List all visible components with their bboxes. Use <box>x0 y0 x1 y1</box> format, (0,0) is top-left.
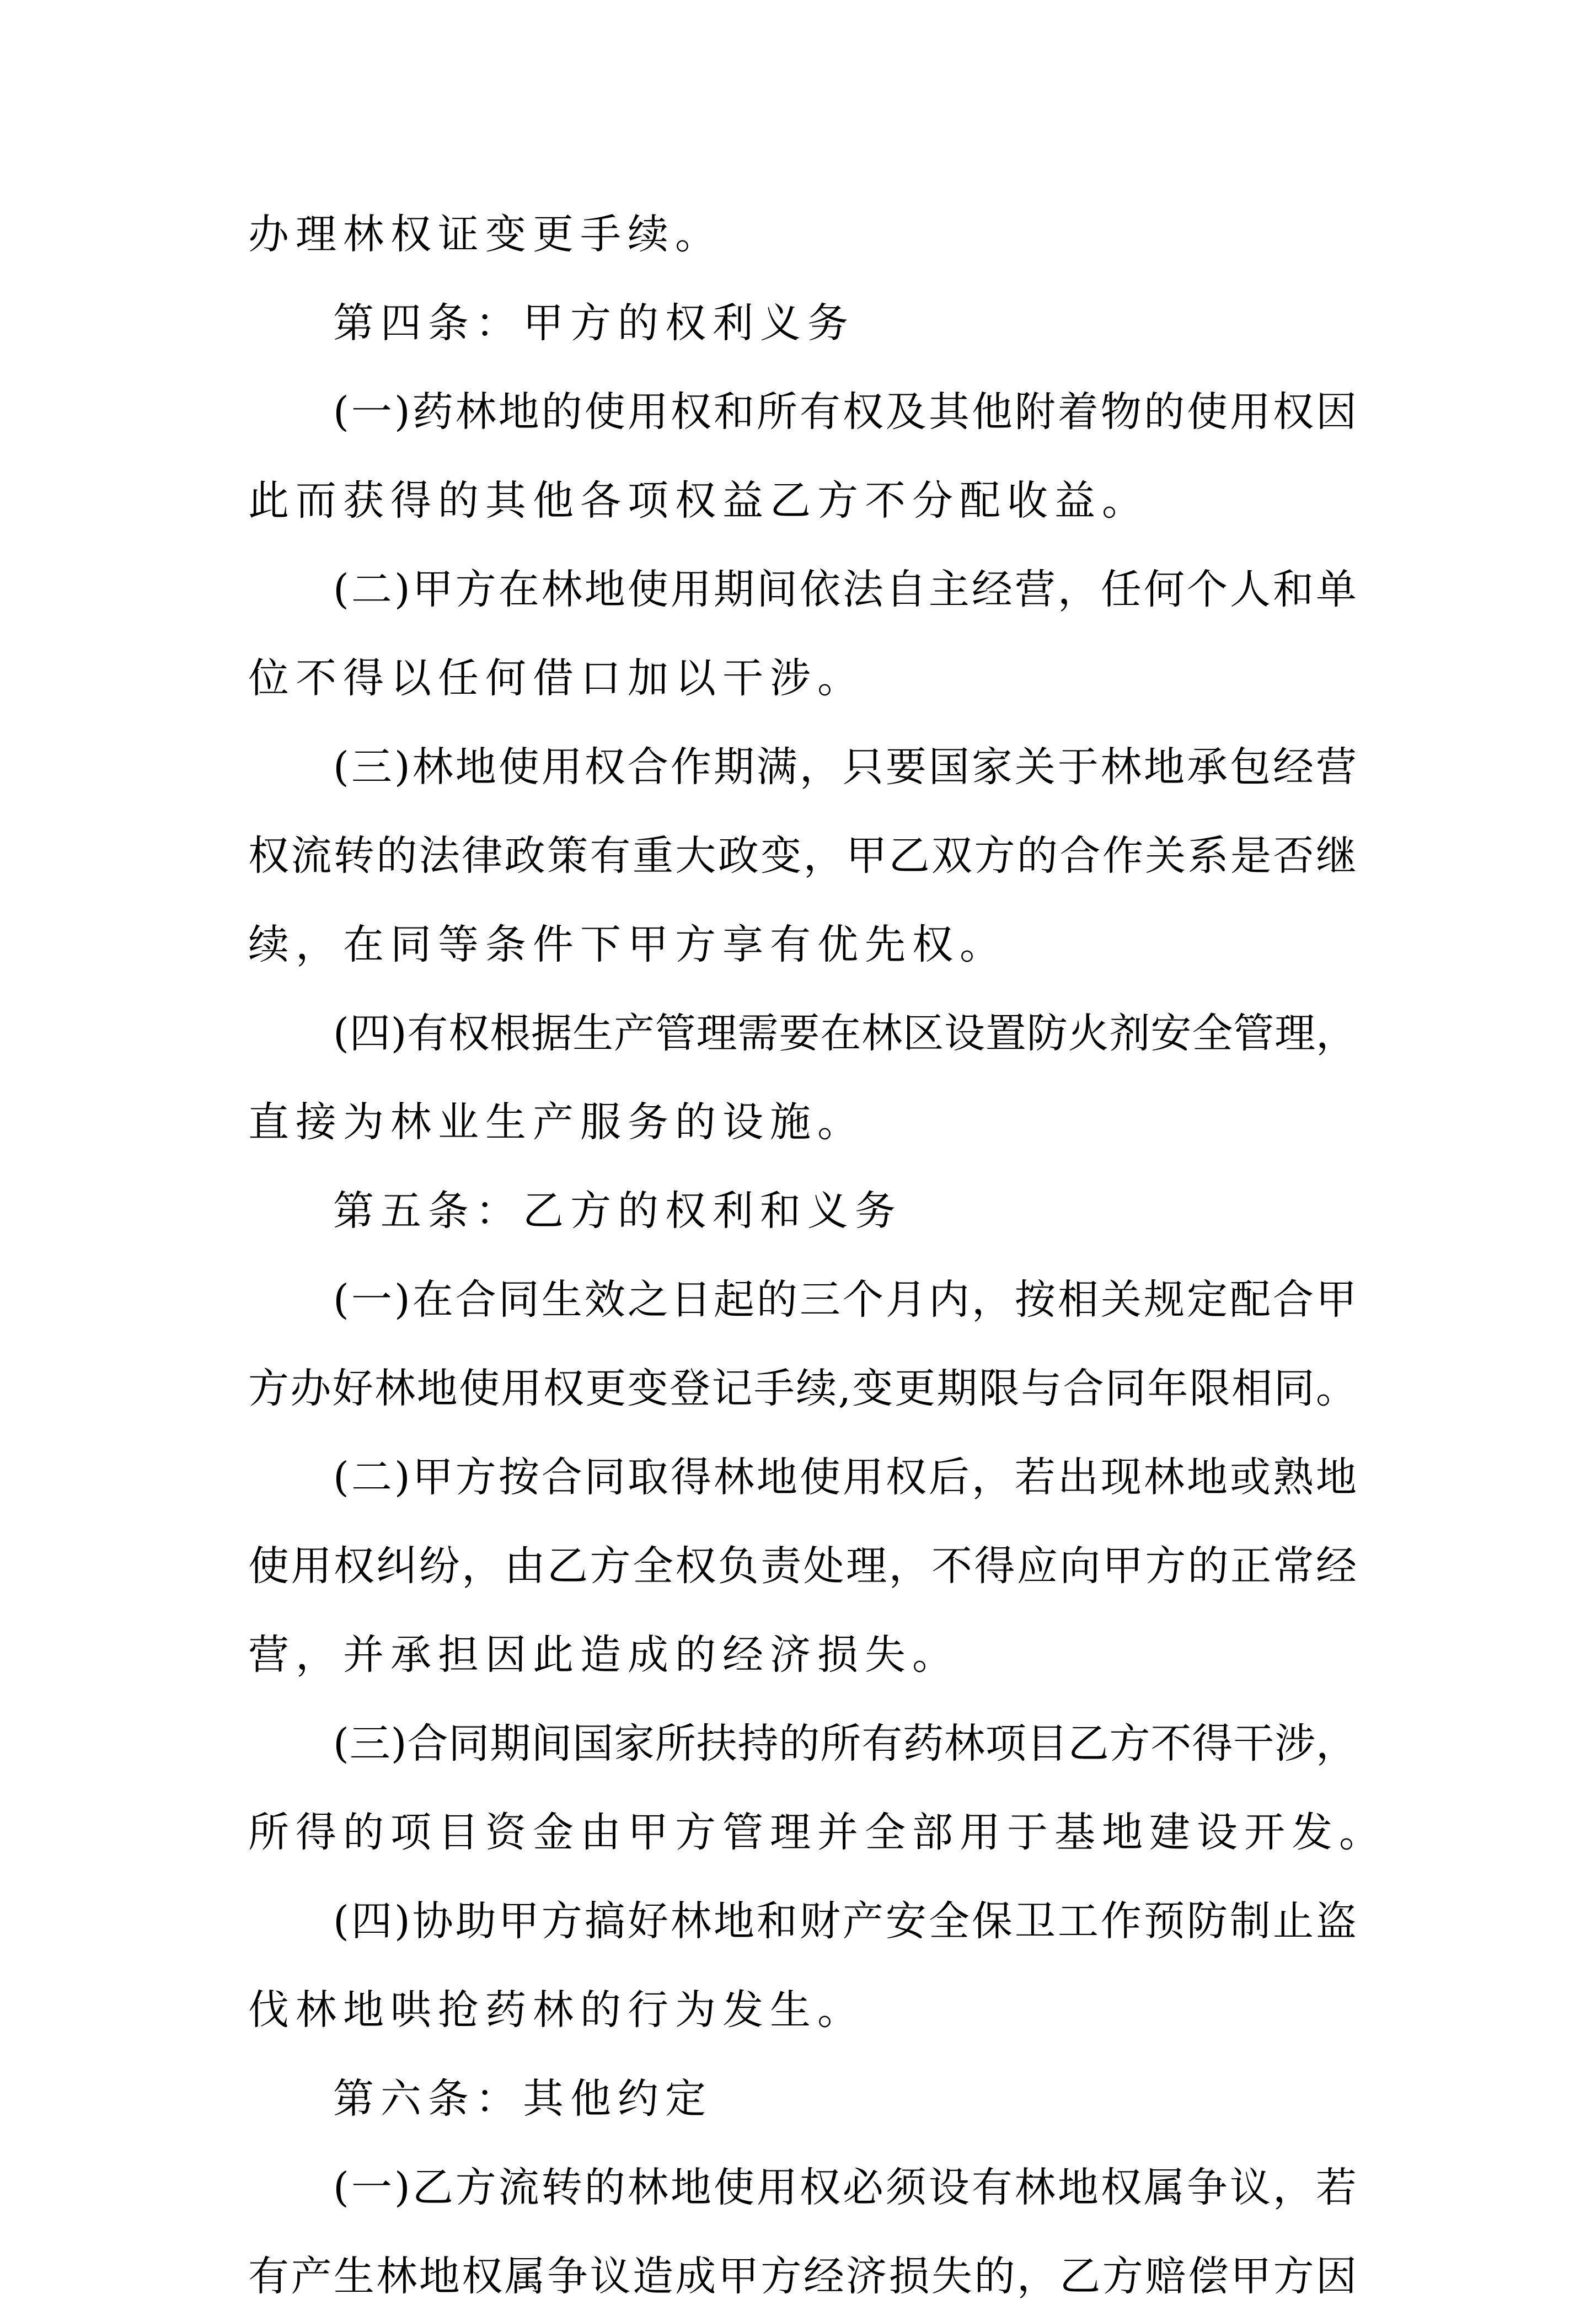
text-line: 方办好林地使用权更变登记手续,变更期限与合同年限相同。 <box>248 1365 1357 1412</box>
text-line: (四)协助甲方搞好林地和财产安全保卫工作预防制止盗 <box>333 1897 1357 1945</box>
text-line: 此而获得的其他各项权益乙方不分配收益。 <box>248 477 1149 524</box>
text-line: 所得的项目资金由甲方管理并全部用于基地建设开发。 <box>248 1809 1386 1856</box>
text-line: 营，并承担因此造成的经济损失。 <box>248 1631 960 1679</box>
text-line: (一)在合同生效之日起的三个月内，按相关规定配合甲 <box>333 1276 1357 1323</box>
article-heading: 第五条：乙方的权利和义务 <box>333 1187 902 1235</box>
text-line: (一)药林地的使用权和所有权及其他附着物的使用权因 <box>333 388 1357 436</box>
text-line: (四)有权根据生产管理需要在林区设置防火剂安全管理， <box>333 1010 1357 1057</box>
text-line: (三)合同期间国家所扶持的所有药林项目乙方不得干涉， <box>333 1720 1357 1767</box>
text-line: 办理林权证变更手续。 <box>248 211 722 258</box>
text-line: 有产生林地权属争议造成甲方经济损失的，乙方赔偿甲方因 <box>248 2253 1357 2300</box>
text-line: 权流转的法律政策有重大政变，甲乙双方的合作关系是否继 <box>248 832 1357 880</box>
text-line: 伐林地哄抢药林的行为发生。 <box>248 1986 865 2034</box>
text-line: 位不得以任何借口加以干涉。 <box>248 655 865 702</box>
text-line: (三)林地使用权合作期满，只要国家关于林地承包经营 <box>333 743 1357 791</box>
article-heading: 第四条：甲方的权利义务 <box>333 299 855 347</box>
document-body <box>248 190 1386 2321</box>
text-line: 使用权纠纷，由乙方全权负责处理，不得应向甲方的正常经 <box>248 1542 1357 1590</box>
text-line: 直接为林业生产服务的设施。 <box>248 1098 865 1146</box>
text-line: (二)甲方在林地使用期间依法自主经营，任何个人和单 <box>333 566 1357 613</box>
article-heading: 第六条：其他约定 <box>333 2075 713 2122</box>
text-line: 续，在同等条件下甲方享有优先权。 <box>248 921 1007 968</box>
text-line: (二)甲方按合同取得林地使用权后，若出现林地或熟地 <box>333 1454 1357 1501</box>
text-line: (一)乙方流转的林地使用权必须设有林地权属争议，若 <box>333 2164 1357 2211</box>
